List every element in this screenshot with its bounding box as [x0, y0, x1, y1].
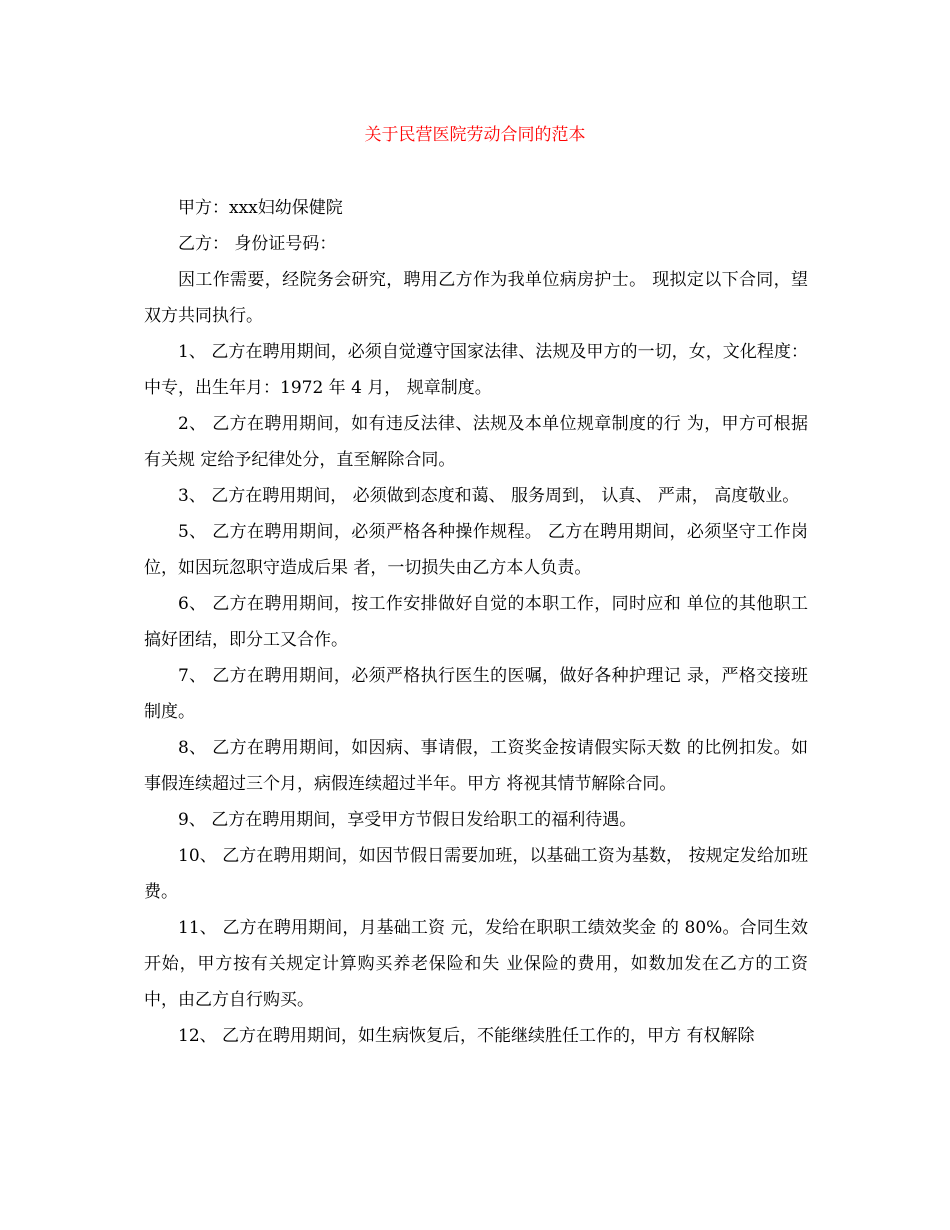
clause-7: 7、 乙方在聘用期间，必须严格执行医生的医嘱，做好各种护理记 录，严格交接班制度。 [144, 666, 808, 722]
clause-12: 12、 乙方在聘用期间，如生病恢复后，不能继续胜任工作的，甲方 有权解除 [178, 1026, 755, 1046]
clause-3: 3、 乙方在聘用期间， 必须做到态度和蔼、 服务周到， 认真、 严肃， 高度敬业。 [178, 486, 800, 506]
intro-paragraph: 因工作需要，经院务会研究，聘用乙方作为我单位病房护士。 现拟定以下合同，望双方共同执行。 [144, 270, 808, 326]
clause-8: 8、 乙方在聘用期间，如因病、事请假，工资奖金按请假实际天数 的比例扣发。如事假连续超过三个月，病假连续超过半年。甲方 将视其情节解除合同。 [144, 738, 808, 794]
document-body [144, 190, 808, 1054]
clause-9: 9、 乙方在聘用期间，享受甲方节假日发给职工的福利待遇。 [178, 810, 637, 830]
clause-11: 11、 乙方在聘用期间，月基础工资 元，发给在职职工绩效奖金 的 80%。合同生效开始，甲方按有关规定计算购买养老保险和失 业保险的费用，如数加发在乙方的工资中，由乙方自行购买。 [144, 918, 808, 1010]
clause-2: 2、 乙方在聘用期间，如有违反法律、法规及本单位规章制度的行 为，甲方可根据有关规 定给予纪律处分，直至解除合同。 [144, 414, 808, 470]
clause-1: 1、 乙方在聘用期间，必须自觉遵守国家法律、法规及甲方的一切，女，文化程度：中专，出生年月：1972 年 4 月， 规章制度。 [144, 342, 808, 398]
document-title: 关于民营医院劳动合同的范本 [364, 125, 586, 145]
party-a-line: 甲方：xxx妇幼保健院 [178, 198, 343, 218]
party-b-line: 乙方： 身份证号码： [178, 234, 337, 254]
clause-10: 10、 乙方在聘用期间，如因节假日需要加班，以基础工资为基数， 按规定发给加班费。 [144, 846, 808, 902]
clause-5: 5、 乙方在聘用期间，必须严格各种操作规程。 乙方在聘用期间，必须坚守工作岗位，如因玩忽职守造成后果 者，一切损失由乙方本人负责。 [144, 522, 808, 578]
clause-6: 6、 乙方在聘用期间，按工作安排做好自觉的本职工作，同时应和 单位的其他职工搞好团结，即分工又合作。 [144, 594, 808, 650]
